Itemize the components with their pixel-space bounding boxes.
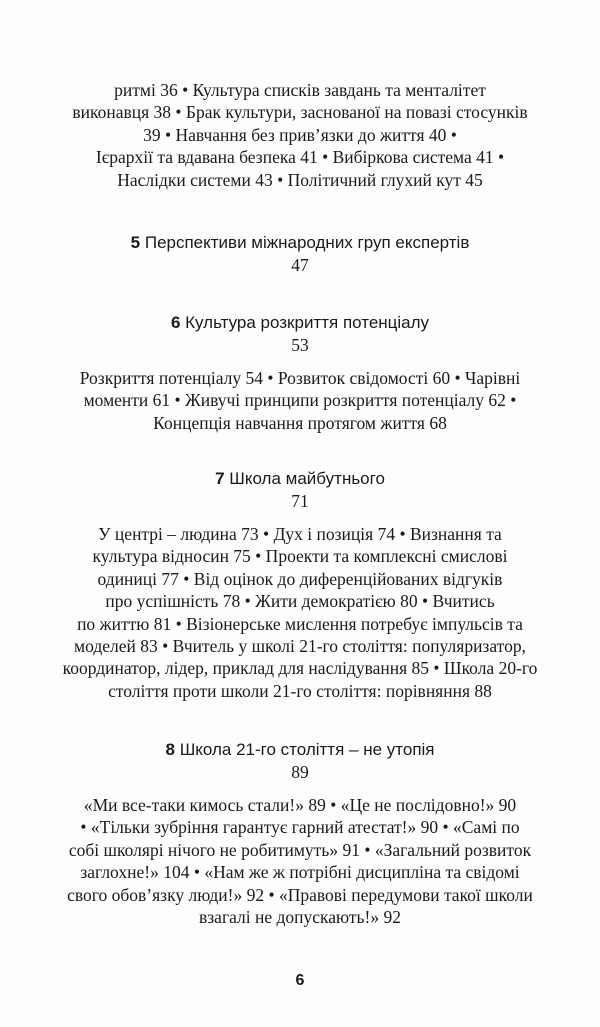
toc-continuation-paragraph bbox=[0, 79, 600, 191]
chapter-page-number: 53 bbox=[291, 335, 309, 355]
toc-line: «Ми все-таки кимось стали!» 89 • «Це не послідовно!» 90 bbox=[83, 795, 517, 815]
chapter-page-number: 47 bbox=[291, 255, 309, 275]
toc-line: одиниці 77 • Від оцінок до диференційованих відгуків bbox=[97, 568, 503, 589]
toc-line: моменти 61 • Живучі принципи розкриття потенціалу 62 • bbox=[83, 390, 517, 411]
toc-line: свого обов’язку люди!» 92 • «Правові передумови такої школи bbox=[67, 884, 533, 905]
chapter-number: 7 bbox=[215, 469, 225, 488]
toc-line: Ієрархії та вдавана безпека 41 • Вибіркова система 41 • bbox=[95, 147, 505, 168]
chapter-title: Перспективи міжнародних груп експертів bbox=[144, 233, 470, 252]
chapter-heading-6 bbox=[0, 312, 600, 334]
chapter-page-number: 89 bbox=[291, 762, 309, 782]
toc-line: Розкриття потенціалу 54 • Розвиток свідомості 60 • Чарівні bbox=[79, 368, 521, 388]
chapter-heading-7 bbox=[0, 468, 600, 490]
toc-line: по життю 81 • Візіонерське мислення потребує імпульсів та bbox=[77, 613, 523, 634]
chapter-number: 6 bbox=[170, 313, 181, 332]
toc-line: моделей 83 • Вчитель у школі 21-го століття: популяризатор, bbox=[74, 636, 526, 657]
chapter-number: 8 bbox=[165, 740, 175, 759]
toc-line: про успішність 78 • Жити демократією 80 • Вчитись bbox=[105, 591, 495, 612]
chapter-contents-7 bbox=[0, 523, 600, 702]
chapter-title: Школа 21-го століття – не утопія bbox=[179, 740, 435, 759]
toc-line: • «Тільки зубріння гарантує гарний атестат!» 90 • «Самі по bbox=[80, 817, 520, 838]
chapter-title: Школа майбутнього bbox=[229, 469, 385, 488]
toc-line: заглохне!» 104 • «Нам же ж потрібні дисципліна та свідомі bbox=[80, 862, 520, 883]
toc-line: культура відносин 75 • Проекти та комплексні смислові bbox=[92, 546, 508, 567]
toc-line: У центрі – людина 73 • Дух і позиція 74 • Визнання та bbox=[98, 524, 502, 544]
toc-line: собі школярі нічого не робитимуть» 91 • «Загальний розвиток bbox=[68, 839, 532, 860]
toc-line: Концепція навчання протягом життя 68 bbox=[153, 412, 447, 433]
chapter-number: 5 bbox=[130, 233, 141, 252]
chapter-title: Культура розкриття потенціалу bbox=[185, 313, 430, 332]
chapter-heading-5 bbox=[0, 232, 600, 254]
toc-line: Наслідки системи 43 • Політичний глухий кут 45 bbox=[117, 169, 483, 190]
chapter-heading-8 bbox=[0, 739, 600, 761]
chapter-page-number: 71 bbox=[291, 491, 309, 511]
toc-line: координатор, лідер, приклад для наслідування 85 • Школа 20-го bbox=[62, 658, 538, 679]
chapter-contents-8 bbox=[0, 794, 600, 928]
toc-line: 39 • Навчання без прив’язки до життя 40 • bbox=[143, 124, 457, 145]
toc-line: виконавця 38 • Брак культури, заснованої на повазі стосунків bbox=[72, 102, 528, 123]
chapter-contents-6 bbox=[0, 367, 600, 434]
page-number: 6 bbox=[295, 972, 305, 989]
toc-line: ритмі 36 • Культура списків завдань та менталітет bbox=[114, 80, 486, 100]
toc-line: століття проти школи 21-го століття: порівняння 88 bbox=[108, 680, 492, 701]
toc-line: взагалі не допускають!» 92 bbox=[199, 907, 401, 928]
